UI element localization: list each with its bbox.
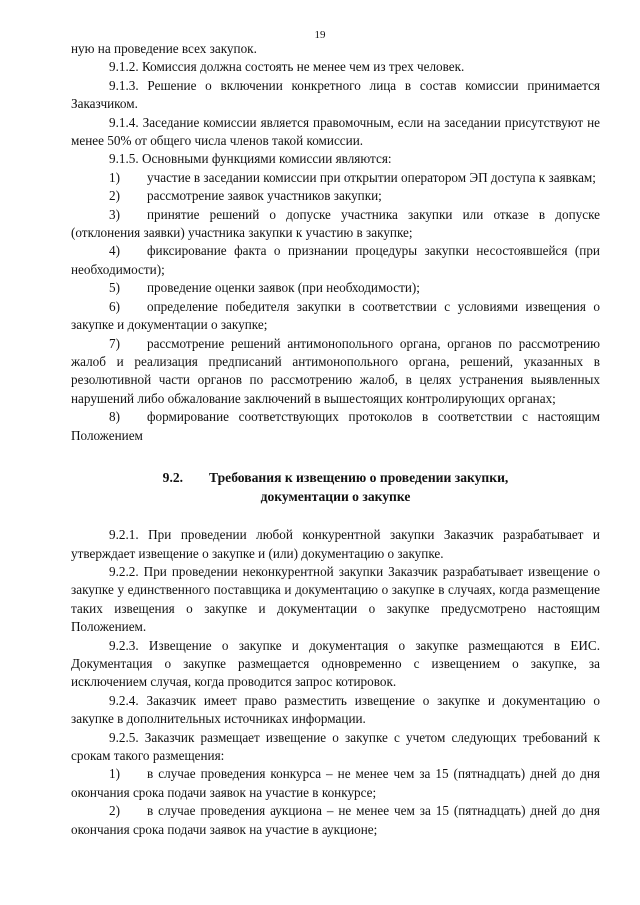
list-number: 1) — [109, 169, 120, 185]
paragraph-9-1-4: 9.1.4. Заседание комиссии является правомочным, если на заседании присутствуют не менее 50% от общего числа членов такой комиссии. — [71, 114, 600, 149]
list-item — [71, 169, 600, 187]
list-text: фиксирование факта о признании процедуры закупки несостоявшейся (при необходимости); — [71, 243, 600, 277]
list-item — [71, 765, 600, 802]
list-number: 7) — [109, 335, 120, 351]
paragraph-9-2-2: 9.2.2. При проведении неконкурентной закупки Заказчик разрабатывает извещение о закупке у единственного поставщика и документацию о закупке в случаях, когда размещение таких извещения о закупке и документации о закупке предусмотрено настоящим Положением. — [71, 563, 600, 635]
paragraph-9-2-3: 9.2.3. Извещение о закупке и документация о закупке размещаются в ЕИС. Документация о закупке размещается одновременно с извещением о закупке, за исключением случая, когда проводится запрос котировок. — [71, 637, 600, 690]
functions-list — [71, 169, 600, 445]
list-text: принятие решений о допуске участника закупки или отказе в допуске (отклонения заявки) участника закупки к участию в закупке; — [71, 206, 600, 241]
list-item — [71, 408, 600, 445]
section-title-line1: Требования к извещению о проведении закупки, — [209, 469, 509, 485]
section-heading — [71, 469, 600, 506]
list-text: в случае проведения конкурса – не менее чем за 15 (пятнадцать) дней до дня окончания срока подачи заявок на участие в конкурсе; — [71, 766, 600, 800]
list-number: 2) — [109, 188, 120, 204]
list-item — [71, 298, 600, 335]
list-text: рассмотрение решений антимонопольного органа, органов по рассмотрению жалоб и реализация предписаний антимонопольного органа, решений, указанных в резолютивной части органов по рассмотрению жалоб, в целях устранения выявленных нарушений либо обжалование заключений в вышестоящих контролирующих органах; — [71, 335, 600, 406]
list-number: 4) — [109, 243, 120, 259]
list-item — [71, 206, 600, 243]
list-number: 3) — [109, 206, 120, 222]
list-item — [71, 335, 600, 409]
list-text: проведение оценки заявок (при необходимости); — [147, 280, 420, 296]
list-item — [71, 279, 600, 297]
terms-list — [71, 765, 600, 839]
paragraph-9-2-4: 9.2.4. Заказчик имеет право разместить извещение о закупке и документацию о закупке в дополнительных источниках информации. — [71, 692, 600, 727]
document-body — [71, 40, 600, 839]
spacer — [71, 506, 600, 526]
list-item — [71, 242, 600, 279]
list-item — [71, 187, 600, 205]
list-text: рассмотрение заявок участников закупки; — [147, 188, 382, 204]
list-text: в случае проведения аукциона – не менее чем за 15 (пятнадцать) дней до дня окончания срока подачи заявок на участие в аукционе; — [71, 803, 600, 837]
paragraph-9-1-3: 9.1.3. Решение о включении конкретного лица в состав комиссии принимается Заказчиком. — [71, 77, 600, 112]
list-text: формирование соответствующих протоколов в соответствии с настоящим Положением — [71, 409, 600, 443]
paragraph-9-2-1: 9.2.1. При проведении любой конкурентной закупки Заказчик разрабатывает и утверждает извещение о закупке и (или) документацию о закупке. — [71, 527, 600, 561]
paragraph-9-1-5: 9.1.5. Основными функциями комиссии являются: — [109, 151, 392, 167]
paragraph-continuation: ную на проведение всех закупок. — [71, 41, 257, 56]
list-number: 6) — [109, 298, 120, 314]
list-number: 1) — [109, 766, 120, 782]
list-number: 5) — [109, 280, 120, 296]
section-number: 9.2. — [162, 469, 184, 485]
list-text: определение победителя закупки в соответствии с условиями извещения о закупке и документации о закупке; — [71, 298, 600, 333]
list-text: участие в заседании комиссии при открытии оператором ЭП доступа к заявкам; — [147, 169, 596, 185]
section-title-line2: документации о закупке — [260, 488, 411, 504]
list-number: 8) — [109, 409, 120, 425]
paragraph-9-1-2: 9.1.2. Комиссия должна состоять не менее чем из трех человек. — [109, 59, 465, 75]
section-heading-line1 — [71, 469, 600, 488]
paragraph-9-2-5: 9.2.5. Заказчик размещает извещение о закупке с учетом следующих требований к срокам такого размещения: — [71, 729, 600, 763]
page-number: 19 — [314, 29, 326, 41]
list-number: 2) — [109, 803, 120, 819]
list-item — [71, 802, 600, 839]
